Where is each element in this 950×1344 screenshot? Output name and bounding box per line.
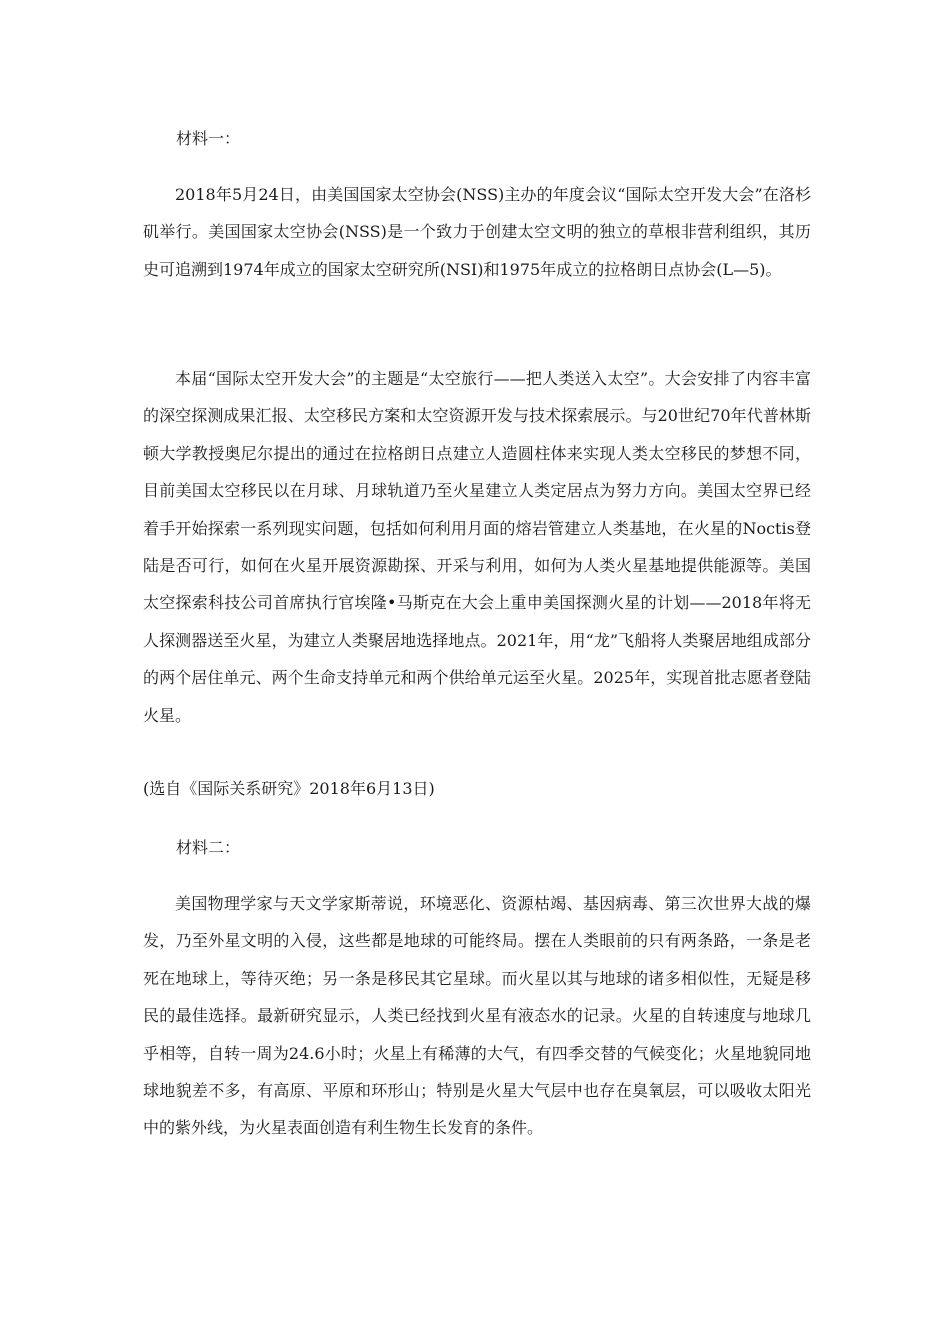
material-one-heading: 材料一： (176, 129, 241, 148)
material-two-heading: 材料二： (176, 838, 241, 857)
material-one-source-citation: (选自《国际关系研究》2018年6月13日) (143, 779, 435, 798)
material-one-paragraph-2: 本届“国际太空开发大会”的主题是“太空旅行——把人类送入太空”。大会安排了内容丰富的深空探测成果汇报、太空移民方案和太空资源开发与技术探索展示。与20世纪70年代普林斯顿大学教授奥尼尔提出的通过在拉格朗日点建立人造圆柱体来实现人类太空移民的梦想不同，目前美国太空移民以在月球、月球轨道乃至火星建立人类定居点为努力方向。美国太空界已经着手开始探索一系列现实问题，包括如何利用月面的熔岩管建立人类基地，在火星的Noctis登陆是否可行，如何在火星开展资源勘探、开采与利用，如何为人类火星基地提供能源等。美国太空探索科技公司首席执行官埃隆•马斯克在大会上重申美国探测火星的计划——2018年将无人探测器送至火星，为建立人类聚居地选择地点。2021年，用“龙”飞船将人类聚居地组成部分的两个居住单元、两个生命支持单元和两个供给单元运至火星。2025年，实现首批志愿者登陆火星。 (143, 369, 811, 725)
material-two-paragraph-1: 美国物理学家与天文学家斯蒂说，环境恶化、资源枯竭、基因病毒、第三次世界大战的爆发，乃至外星文明的入侵，这些都是地球的可能终局。摆在人类眼前的只有两条路，一条是老死在地球上，等待灭绝；另一条是移民其它星球。而火星以其与地球的诸多相似性，无疑是移民的最佳选择。最新研究显示，人类已经找到火星有液态水的记录。火星的自转速度与地球几乎相等，自转一周为24.6小时；火星上有稀薄的大气，有四季交替的气候变化；火星地貌同地球地貌差不多，有高原、平原和环形山；特别是火星大气层中也存在臭氧层，可以吸收太阳光中的紫外线，为火星表面创造有利生物生长发育的条件。 (143, 894, 811, 1138)
material-one-paragraph-1: 2018年5月24日，由美国国家太空协会(NSS)主办的年度会议“国际太空开发大会”在洛杉矶举行。美国国家太空协会(NSS)是一个致力于创建太空文明的独立的草根非营利组织，其历史可追溯到1974年成立的国家太空研究所(NSI)和1975年成立的拉格朗日点协会(L—5)。 (143, 185, 811, 279)
